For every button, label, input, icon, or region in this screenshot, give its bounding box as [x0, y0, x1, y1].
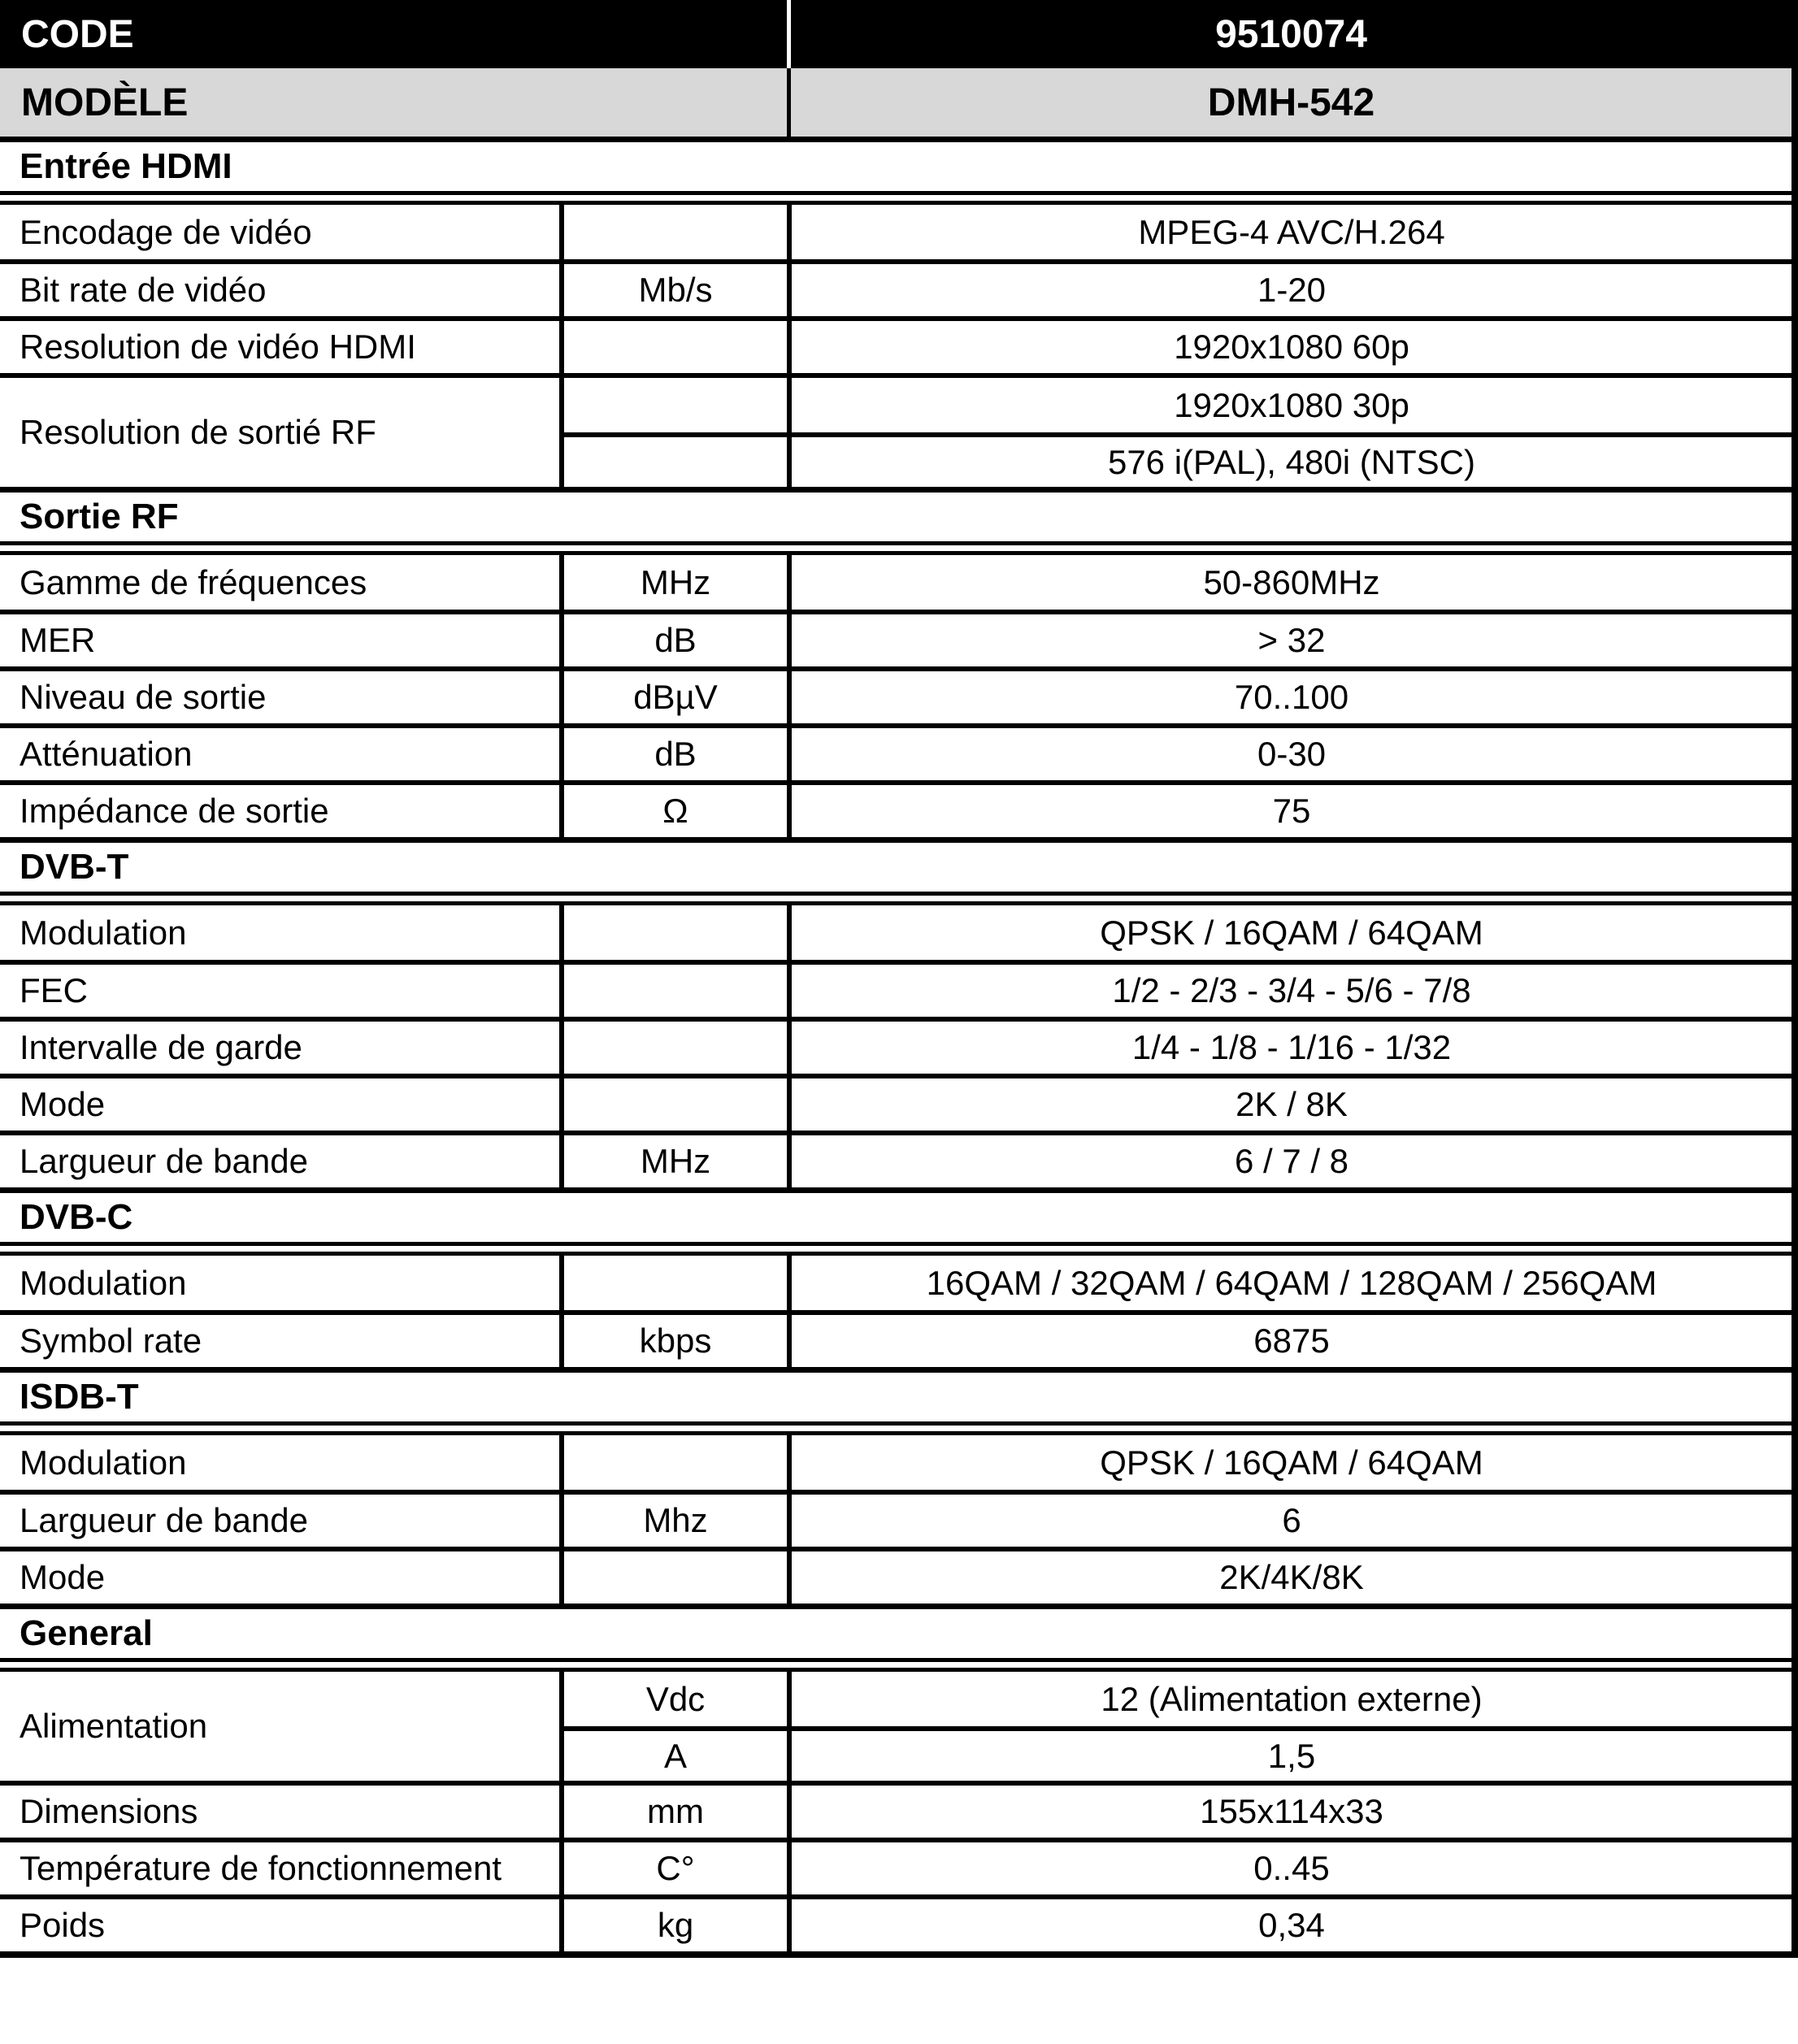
spec-value: 6875: [787, 1315, 1791, 1367]
spec-label: Resolution de sortié RF: [20, 413, 376, 451]
spec-unit: dB: [559, 728, 787, 780]
spec-unit: [559, 905, 787, 960]
spec-value: 1/2 - 2/3 - 3/4 - 5/6 - 7/8: [787, 965, 1791, 1017]
spec-value: 1/4 - 1/8 - 1/16 - 1/32: [787, 1022, 1791, 1074]
spec-unit: [559, 378, 787, 432]
spec-label: Mode: [20, 1558, 106, 1596]
spec-label: Largueur de bande: [20, 1142, 308, 1180]
table-subrow: [559, 378, 1791, 432]
spec-label: Encodage de vidéo: [20, 212, 312, 251]
model-value: DMH-542: [787, 68, 1791, 137]
model-label: MODÈLE: [21, 80, 189, 124]
spec-value: QPSK / 16QAM / 64QAM: [787, 905, 1791, 960]
table-row: [0, 1894, 1791, 1951]
table-row: [0, 1781, 1791, 1838]
spec-label: Mode: [20, 1085, 106, 1123]
spec-unit: kbps: [559, 1315, 787, 1367]
spec-label: Resolution de vidéo HDMI: [20, 328, 416, 366]
spec-unit: [559, 1435, 787, 1490]
table-row: [0, 723, 1791, 780]
table-row: [0, 905, 1791, 960]
section-title-sortie-rf: Sortie RF: [0, 487, 1791, 545]
spec-value: 6: [787, 1495, 1791, 1547]
spec-value: 2K/4K/8K: [787, 1551, 1791, 1604]
table-row: [0, 1017, 1791, 1074]
spec-unit: A: [559, 1731, 787, 1781]
spec-unit: Mb/s: [559, 264, 787, 316]
header-row-code: [0, 0, 1791, 68]
table-row: [0, 960, 1791, 1017]
spec-label: Poids: [20, 1906, 106, 1944]
spec-label: Gamme de fréquences: [20, 562, 367, 601]
spec-label: Alimentation: [20, 1707, 208, 1745]
spec-label: Modulation: [20, 1263, 187, 1302]
table-row: [0, 1547, 1791, 1604]
table-row: [0, 259, 1791, 316]
spec-value: QPSK / 16QAM / 64QAM: [787, 1435, 1791, 1490]
merged-subcolumn: [559, 378, 1791, 487]
spec-unit: Mhz: [559, 1495, 787, 1547]
spec-label: FEC: [20, 971, 88, 1009]
spec-value: 1920x1080 60p: [787, 321, 1791, 373]
spec-unit: [559, 1256, 787, 1310]
spec-value: 70..100: [787, 671, 1791, 723]
table-subrow: [559, 432, 1791, 487]
spec-label: Symbol rate: [20, 1321, 202, 1360]
spec-unit: [559, 321, 787, 373]
spec-value: 0-30: [787, 728, 1791, 780]
table-row: [0, 1074, 1791, 1130]
section-title-dvb-t: DVB-T: [0, 837, 1791, 896]
spec-value: 0..45: [787, 1842, 1791, 1894]
spec-label: Modulation: [20, 1443, 187, 1482]
spec-unit: [559, 1551, 787, 1604]
spec-value: 1-20: [787, 264, 1791, 316]
spec-unit: [559, 205, 787, 259]
table-row-merged: [0, 1672, 1791, 1781]
spec-unit: mm: [559, 1786, 787, 1838]
spec-value: > 32: [787, 614, 1791, 666]
spec-label: Impédance de sortie: [20, 792, 329, 830]
section-body-sortie-rf: [0, 551, 1791, 837]
spec-value: 0,34: [787, 1899, 1791, 1951]
spec-unit: Vdc: [559, 1672, 787, 1726]
spec-value: 75: [787, 785, 1791, 837]
spec-value: 1,5: [787, 1731, 1791, 1781]
code-value: 9510074: [787, 0, 1791, 68]
section-title-dvb-c: DVB-C: [0, 1187, 1791, 1246]
section-body-isdb-t: [0, 1431, 1791, 1604]
table-row: [0, 1130, 1791, 1187]
spec-value: MPEG-4 AVC/H.264: [787, 205, 1791, 259]
spec-unit: [559, 1022, 787, 1074]
merged-subcolumn: [559, 1672, 1791, 1781]
spec-unit: C°: [559, 1842, 787, 1894]
spec-value: 6 / 7 / 8: [787, 1135, 1791, 1187]
table-row: [0, 1256, 1791, 1310]
section-title-entree-hdmi: Entrée HDMI: [0, 137, 1791, 195]
table-row: [0, 205, 1791, 259]
section-body-dvb-t: [0, 901, 1791, 1187]
spec-value: 1920x1080 30p: [787, 378, 1791, 432]
table-subrow: [559, 1672, 1791, 1726]
spec-value: 155x114x33: [787, 1786, 1791, 1838]
spec-label: Température de fonctionnement: [20, 1849, 502, 1887]
spec-value: 12 (Alimentation externe): [787, 1672, 1791, 1726]
section-body-entree-hdmi: [0, 201, 1791, 487]
table-row-merged: [0, 373, 1791, 487]
spec-unit: MHz: [559, 1135, 787, 1187]
spec-unit: dB: [559, 614, 787, 666]
table-row: [0, 1490, 1791, 1547]
spec-unit: dBµV: [559, 671, 787, 723]
table-row: [0, 1838, 1791, 1894]
header-row-model: [0, 68, 1791, 137]
table-row: [0, 610, 1791, 666]
spec-label: Modulation: [20, 913, 187, 952]
spec-value: 16QAM / 32QAM / 64QAM / 128QAM / 256QAM: [787, 1256, 1791, 1310]
spec-unit: MHz: [559, 555, 787, 610]
spec-label: Bit rate de vidéo: [20, 271, 267, 309]
spec-label: MER: [20, 621, 96, 659]
spec-label: Largueur de bande: [20, 1501, 308, 1539]
spec-label: Intervalle de garde: [20, 1028, 302, 1066]
table-row: [0, 1435, 1791, 1490]
code-label: CODE: [21, 12, 134, 56]
table-row: [0, 555, 1791, 610]
section-title-general: General: [0, 1604, 1791, 1662]
spec-unit: [559, 965, 787, 1017]
spec-unit: [559, 1078, 787, 1130]
table-subrow: [559, 1726, 1791, 1781]
spec-label: Dimensions: [20, 1792, 198, 1830]
spec-unit: [559, 437, 787, 487]
section-title-isdb-t: ISDB-T: [0, 1367, 1791, 1426]
spec-unit: kg: [559, 1899, 787, 1951]
table-row: [0, 316, 1791, 373]
spec-value: 2K / 8K: [787, 1078, 1791, 1130]
spec-value: 50-860MHz: [787, 555, 1791, 610]
table-row: [0, 780, 1791, 837]
section-body-general: [0, 1668, 1791, 1951]
spec-value: 576 i(PAL), 480i (NTSC): [787, 437, 1791, 487]
spec-label: Niveau de sortie: [20, 678, 267, 716]
section-body-dvb-c: [0, 1252, 1791, 1367]
spec-unit: Ω: [559, 785, 787, 837]
table-row: [0, 1310, 1791, 1367]
spec-label: Atténuation: [20, 735, 193, 773]
table-row: [0, 666, 1791, 723]
